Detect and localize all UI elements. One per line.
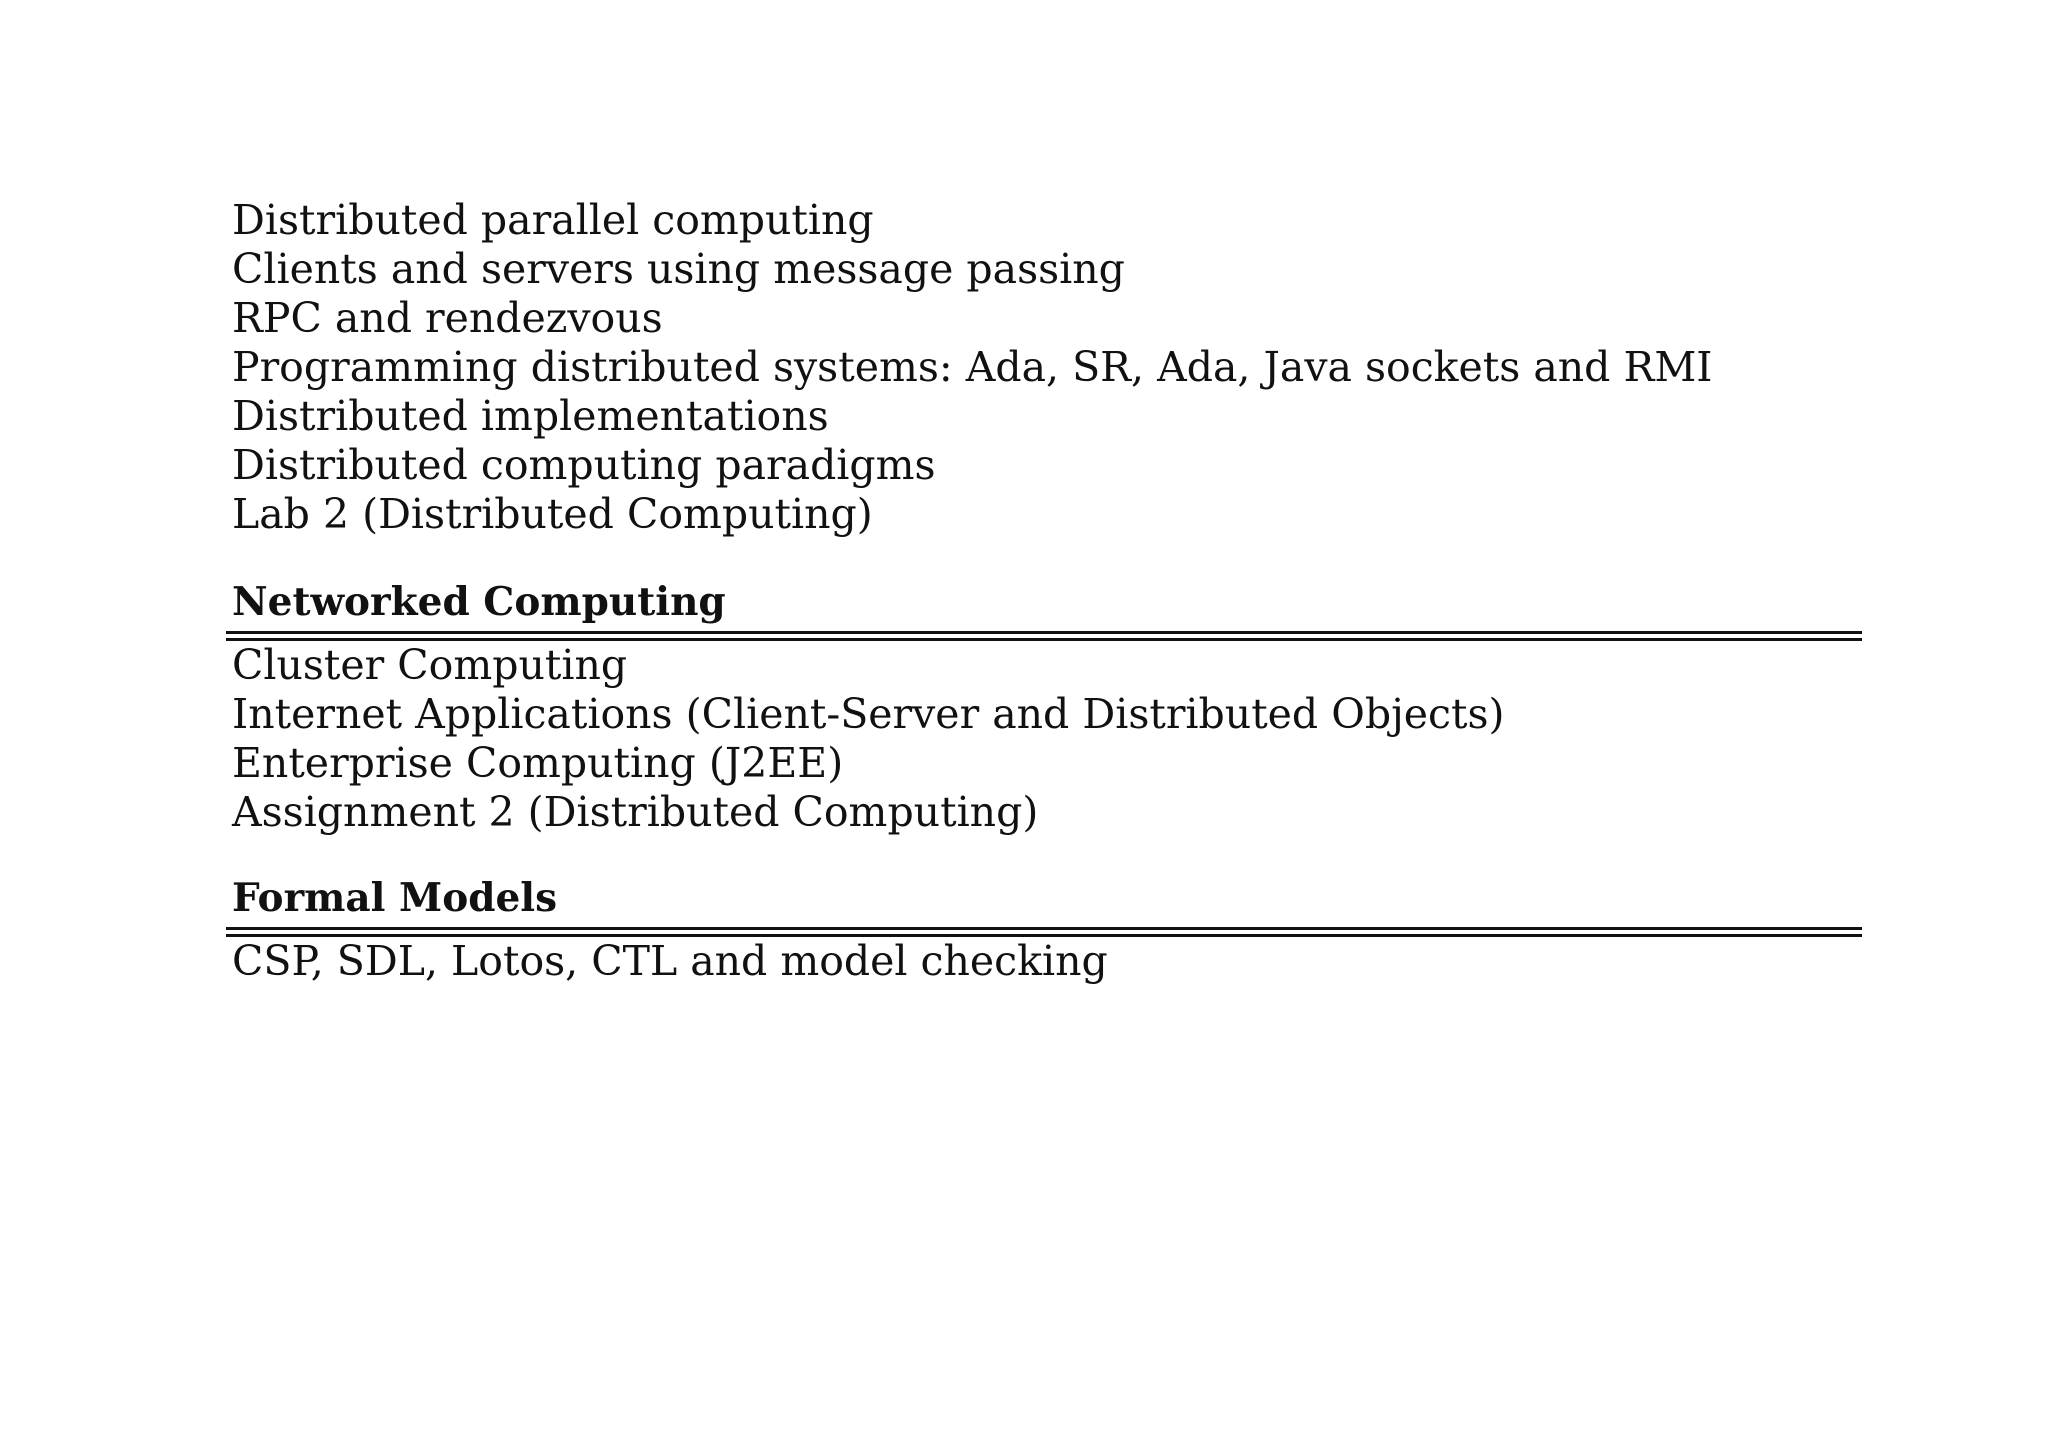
intro-list — [232, 196, 1862, 539]
list-item: Lab 2 (Distributed Computing) — [232, 490, 873, 538]
list-item: Clients and servers using message passing — [232, 245, 1125, 293]
list-item: CSP, SDL, Lotos, CTL and model checking — [232, 937, 1108, 985]
list-item: Enterprise Computing (J2EE) — [232, 739, 844, 787]
section-formal-models — [232, 875, 1862, 986]
list-item: Programming distributed systems: Ada, SR, Ada, Java sockets and RMI — [232, 343, 1713, 391]
list-item: Distributed parallel computing — [232, 196, 874, 244]
list-item: Cluster Computing — [232, 641, 628, 689]
list-item: Distributed computing paradigms — [232, 441, 936, 489]
list-item: Internet Applications (Client-Server and Distributed Objects) — [232, 690, 1505, 738]
section-heading: Networked Computing — [232, 579, 726, 625]
list-item: RPC and rendezvous — [232, 294, 663, 342]
section-items — [232, 937, 1862, 986]
double-rule-divider — [226, 631, 1862, 641]
list-item: Assignment 2 (Distributed Computing) — [232, 788, 1039, 836]
list-item: Distributed implementations — [232, 392, 829, 440]
section-networked-computing — [232, 579, 1862, 837]
double-rule-divider — [226, 927, 1862, 937]
section-items — [232, 641, 1862, 837]
section-heading: Formal Models — [232, 875, 558, 921]
